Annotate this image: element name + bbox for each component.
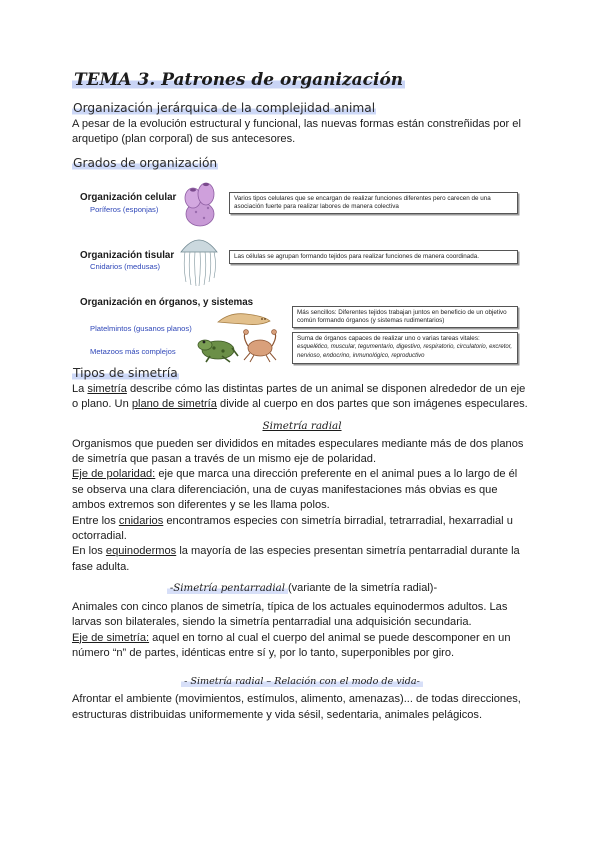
document-page bbox=[72, 70, 532, 723]
heading-organizacion-jerarquica: Organización jerárquica de la complejidad animal bbox=[73, 101, 376, 115]
heading-simetria-radial: Simetría radial bbox=[262, 419, 342, 432]
paragraph-pentarradial-def: Animales con cinco planos de simetría, típica de los actuales equinodermos adultos. Las larvas son bilaterales, siendo la simetría pentarradial una adquisición secundaria. bbox=[72, 600, 508, 629]
heading-grados-organizacion: Grados de organización bbox=[73, 155, 218, 170]
text-span: La bbox=[72, 382, 88, 395]
heading-pentarradial: -Simetría pentarradial bbox=[167, 583, 288, 594]
desc-metazoos-box bbox=[292, 332, 518, 364]
heading-modo-vida: - Simetría radial – Relación con el modo de vida- bbox=[181, 676, 423, 687]
paragraph-modo-vida: Afrontar el ambiente (movimientos, estímulos, alimento, amenazas)... de todas direcciones, estructuras distribuidas uniformemente y vida sésil, sedentaria, animales pelágicos. bbox=[72, 693, 521, 721]
sponge-image bbox=[180, 180, 220, 228]
text-span: divide al cuerpo en dos partes que son imágenes especulares. bbox=[216, 398, 528, 411]
flatworm-image bbox=[216, 308, 272, 328]
organization-grades-figure bbox=[72, 180, 532, 358]
text-span: describe cómo las distintas partes de un animal se disponen alrededor de un eje o plano. Un bbox=[72, 382, 526, 411]
paragraph-equinodermos bbox=[72, 544, 532, 575]
paragraph-simetria-intro bbox=[72, 382, 532, 413]
jellyfish-image bbox=[176, 232, 222, 288]
desc-metazoos-list: esquelético, muscular, tegumentario, digestivo, respiratorio, circulatorio, excretor, nervioso, endocrino, inmunológico, reproductivo bbox=[297, 344, 513, 359]
paragraph-eje-simetria bbox=[72, 631, 532, 662]
heading-pentarradial-row bbox=[72, 578, 532, 596]
paragraph-arquetipo: A pesar de la evolución estructural y funcional, las nuevas formas están constreñidas por el arquetipo (plan corporal) de sus antecesores. bbox=[72, 118, 521, 146]
frog-and-crab-image bbox=[196, 326, 282, 364]
org-organos-title: Organización en órganos, y sistemas bbox=[80, 296, 254, 308]
text-span: eje que marca una dirección preferente en el animal pues a lo largo de él se observa una clara diferenciación, una de cuyas manifestaciones más obvias es que ambos extremos son diferentes y se les llama polos. bbox=[72, 468, 518, 512]
text-span: encontramos especies con simetría birradial, tetrarradial, hexarradial u octorradial. bbox=[72, 514, 513, 543]
org-tisular-title: Organización tisular bbox=[80, 249, 175, 261]
term-equinodermos: equinodermos bbox=[105, 545, 177, 558]
desc-tisular-box: Las células se agrupan formando tejidos para realizar funciones de manera coordinada. bbox=[229, 250, 518, 264]
heading-tipos-simetria: Tipos de simetría bbox=[73, 365, 178, 380]
desc-platelmintos-box: Más sencillos: Diferentes tejidos trabajan juntos en beneficio de un objetivo común formando órganos (y sistemas rudimentarios) bbox=[292, 306, 518, 328]
term-eje-simetria: Eje de simetría: bbox=[72, 631, 150, 644]
paragraph-radial-def: Organismos que pueden ser divididos en mitades especulares mediante más de dos planos de simetría que pasan a través de un mismo eje de polaridad. bbox=[72, 437, 524, 466]
org-metazoos-sub: Metazoos más complejos bbox=[90, 346, 176, 356]
underlined-term-plano: plano de simetría bbox=[131, 398, 217, 411]
text-span: Entre los bbox=[72, 514, 119, 527]
text-span: aquel en torno al cual el cuerpo del animal se puede descomponer en un número “n” de partes, idénticas entre sí y, por lo tanto, superponibles por giro. bbox=[72, 631, 511, 659]
text-span: En los bbox=[72, 545, 106, 558]
term-cnidarios: cnidarios bbox=[118, 514, 164, 527]
org-tisular-sub: Cnidarios (medusas) bbox=[90, 261, 161, 271]
org-platelmintos-sub: Platelmintos (gusanos planos) bbox=[90, 323, 192, 333]
org-celular-title: Organización celular bbox=[80, 191, 177, 203]
term-eje-polaridad: Eje de polaridad: bbox=[72, 468, 156, 481]
underlined-term-simetria: simetría bbox=[87, 382, 127, 395]
desc-celular-box: Varios tipos celulares que se encargan de realizar funciones diferentes pero carecen de una asociación fuerte para realizar labores de manera colectiva bbox=[229, 192, 518, 214]
document-title: TEMA 3. Patrones de organización bbox=[74, 70, 404, 90]
org-celular-sub: Poríferos (esponjas) bbox=[90, 204, 159, 214]
paragraph-cnidarios bbox=[72, 514, 532, 545]
paragraph-eje-polaridad bbox=[72, 467, 532, 513]
desc-metazoos-intro: Suma de órganos capaces de realizar uno o varias tareas vitales: bbox=[297, 334, 480, 342]
heading-pentarradial-suffix: (variante de la simetría radial)- bbox=[287, 582, 438, 595]
text-span: la mayoría de las especies presentan simetría pentarradial durante la fase adulta. bbox=[72, 545, 520, 573]
